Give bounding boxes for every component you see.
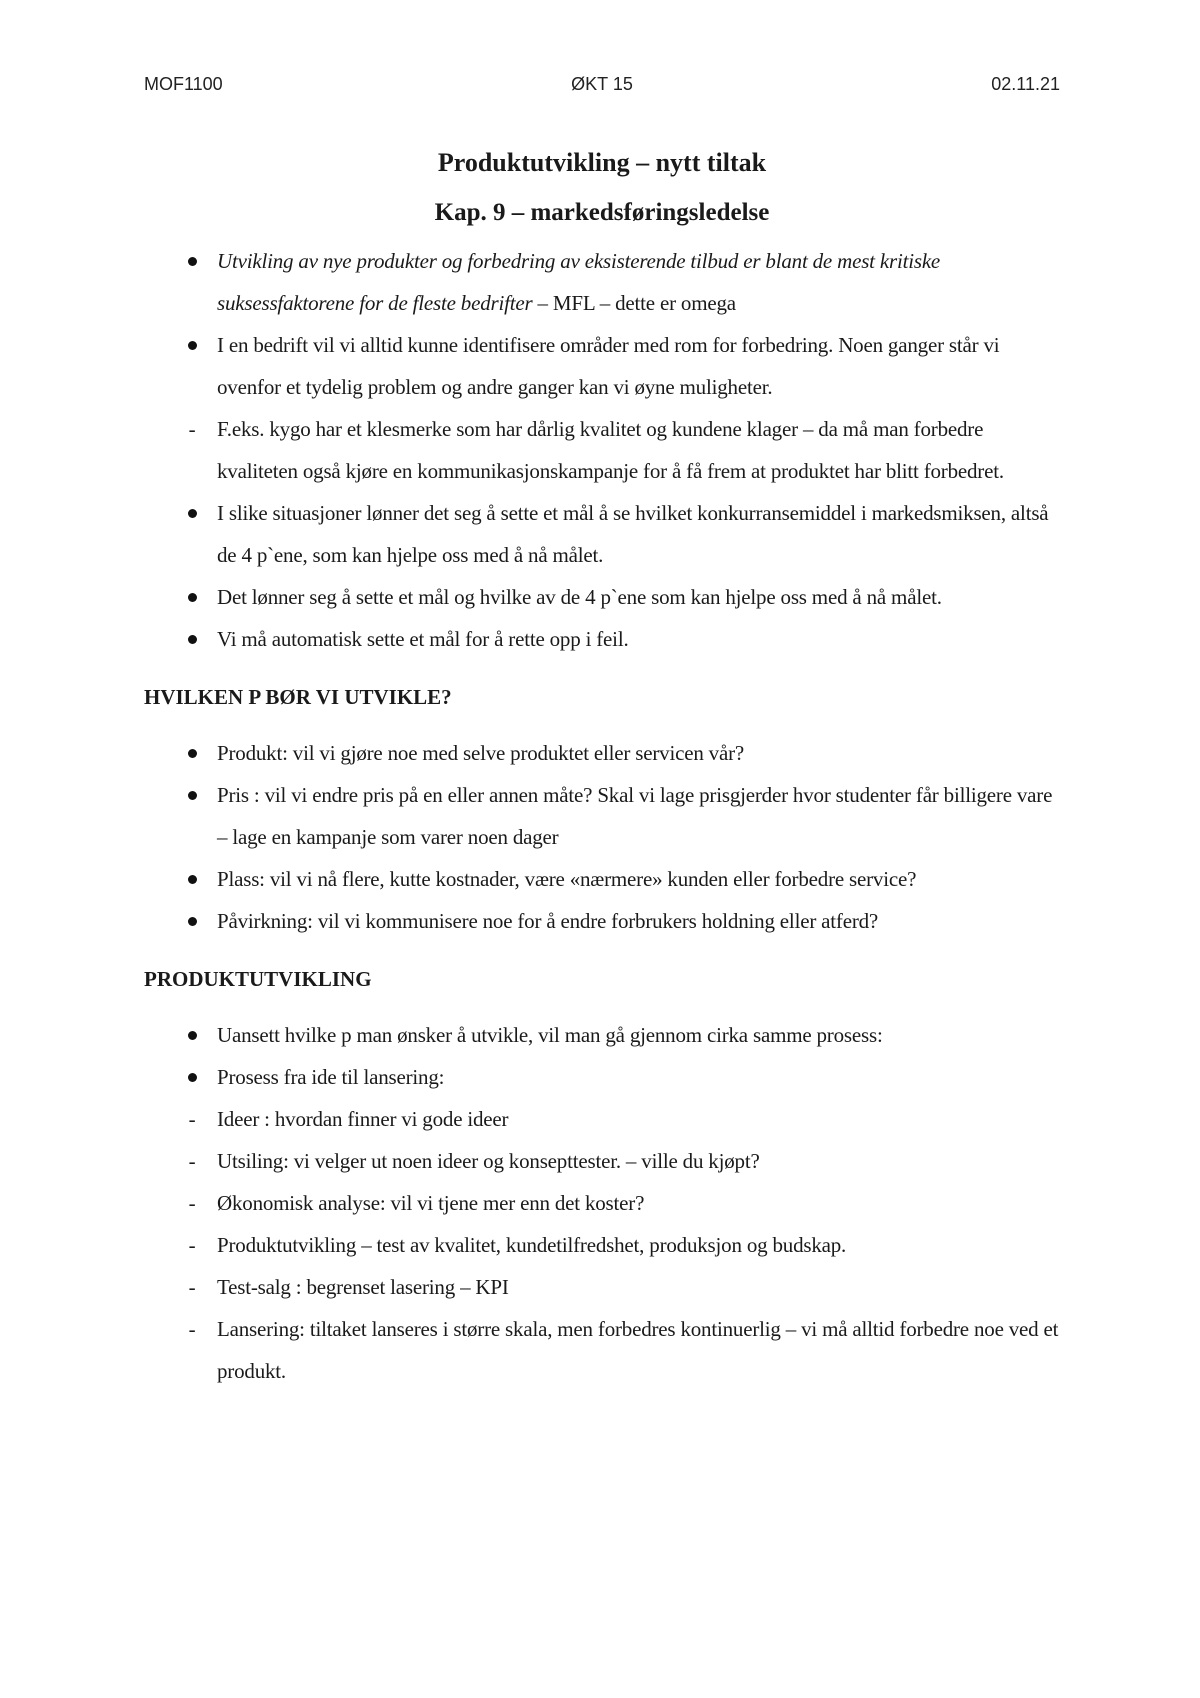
list-item	[144, 492, 1060, 576]
list-item	[144, 900, 1060, 942]
list-item	[144, 576, 1060, 618]
subtitle-prefix: Kap. 9 –	[434, 199, 531, 226]
process-step: Økonomisk analyse: vil vi tjene mer enn det koster?	[217, 1191, 645, 1215]
process-step: Utsiling: vi velger ut noen ideer og konsepttester. – ville du kjøpt?	[217, 1149, 760, 1173]
list-item	[144, 1140, 1060, 1182]
bullet-marker	[182, 900, 202, 942]
list-item	[144, 1014, 1060, 1056]
bullet-marker	[182, 732, 202, 774]
list-item	[144, 1056, 1060, 1098]
subtitle-bold: markedsføringsledelse	[530, 199, 770, 226]
bullet-marker	[182, 1014, 202, 1056]
page-title: Produktutvikling – nytt tiltak	[437, 148, 767, 177]
list-item	[144, 1224, 1060, 1266]
dash-marker	[182, 1224, 202, 1266]
list-item	[144, 1098, 1060, 1140]
process-step: Test-salg : begrenset lasering – KPI	[217, 1275, 509, 1299]
process-step: Produktutvikling – test av kvalitet, kundetilfredshet, produksjon og budskap.	[217, 1233, 847, 1257]
bullet-marker	[182, 774, 202, 816]
dash-marker	[182, 1266, 202, 1308]
process-step: Lansering: tiltaket lanseres i større skala, men forbedres kontinuerlig – vi må alltid forbedre noe ved et produkt.	[217, 1317, 1059, 1383]
intro-list	[144, 240, 1060, 660]
which-p-list	[144, 732, 1060, 942]
dash-marker	[182, 1308, 202, 1350]
list-item	[144, 1266, 1060, 1308]
intro-item1-italic: Utvikling av nye produkter og forbedring av eksisterende tilbud er blant de mest kritiske suksessfaktorene for de fleste bedrifter	[217, 249, 941, 315]
intro-item2: I en bedrift vil vi alltid kunne identifisere områder med rom for forbedring. Noen ganger står vi ovenfor et tydelig problem og andre ganger kan vi øyne muligheter.	[217, 333, 1000, 399]
page-header	[144, 74, 1060, 104]
document-body	[144, 142, 1060, 1392]
list-item	[144, 408, 1060, 492]
process-step: Ideer : hvordan finner vi gode ideer	[217, 1107, 509, 1131]
process-bullet: Uansett hvilke p man ønsker å utvikle, vil man gå gjennom cirka samme prosess:	[217, 1023, 883, 1047]
intro-item1-rest: – MFL – dette er omega	[532, 291, 736, 315]
intro-item6: Vi må automatisk sette et mål for å rette opp i feil.	[217, 627, 629, 651]
process-bullet: Prosess fra ide til lansering:	[217, 1065, 445, 1089]
header-course-code: MOF1100	[144, 74, 223, 94]
dash-marker	[182, 1140, 202, 1182]
dash-marker	[182, 1098, 202, 1140]
list-item	[144, 774, 1060, 858]
list-item	[144, 732, 1060, 774]
list-item	[144, 618, 1060, 660]
intro-item5: Det lønner seg å sette et mål og hvilke av de 4 p`ene som kan hjelpe oss med å nå målet.	[217, 585, 942, 609]
header-session: ØKT 15	[571, 74, 633, 94]
which-p-item: Plass: vil vi nå flere, kutte kostnader, være «nærmere» kunden eller forbedre service?	[217, 867, 917, 891]
which-p-item: Produkt: vil vi gjøre noe med selve produktet eller servicen vår?	[217, 741, 745, 765]
bullet-marker	[182, 1056, 202, 1098]
page-subtitle	[144, 192, 1060, 234]
bullet-marker	[182, 324, 202, 366]
section-heading-which-p: HVILKEN P BØR VI UTVIKLE?	[144, 685, 452, 709]
section-heading-product-development: PRODUKTUTVIKLING	[144, 967, 372, 991]
list-item	[144, 858, 1060, 900]
list-item	[144, 1182, 1060, 1224]
intro-item4: I slike situasjoner lønner det seg å sette et mål å se hvilket konkurransemiddel i markedsmiksen, altså de 4 p`ene, som kan hjelpe oss med å nå målet.	[217, 501, 1049, 567]
list-item	[144, 324, 1060, 408]
header-date: 02.11.21	[991, 74, 1060, 94]
list-item	[144, 1308, 1060, 1392]
list-item	[144, 240, 1060, 324]
dash-marker	[182, 408, 202, 450]
which-p-item: Pris : vil vi endre pris på en eller annen måte? Skal vi lage prisgjerder hvor studenter får billigere vare – lage en kampanje som varer noen dager	[217, 783, 1053, 849]
bullet-marker	[182, 618, 202, 660]
product-development-list	[144, 1014, 1060, 1392]
which-p-item: Påvirkning: vil vi kommunisere noe for å endre forbrukers holdning eller atferd?	[217, 909, 879, 933]
intro-item3: F.eks. kygo har et klesmerke som har dårlig kvalitet og kundene klager – da må man forbedre kvaliteten også kjøre en kommunikasjonskampanje for å få frem at produktet har blitt forbedret.	[217, 417, 1004, 483]
bullet-marker	[182, 240, 202, 282]
bullet-marker	[182, 858, 202, 900]
bullet-marker	[182, 492, 202, 534]
bullet-marker	[182, 576, 202, 618]
dash-marker	[182, 1182, 202, 1224]
